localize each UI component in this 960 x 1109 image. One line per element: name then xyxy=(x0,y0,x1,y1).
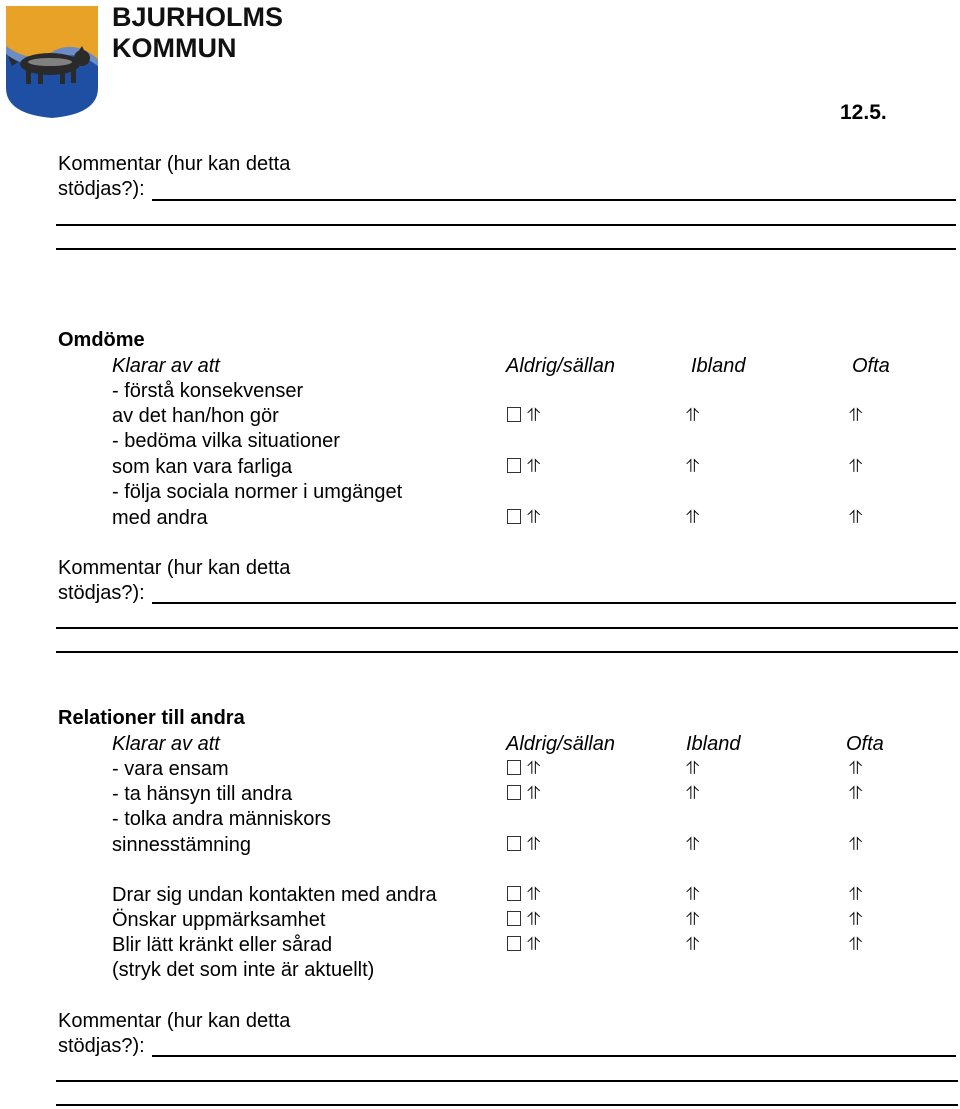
checkbox-never[interactable] xyxy=(507,934,540,956)
checkbox-glyph-icon: ⥣ xyxy=(686,884,700,905)
column-header-skill: Klarar av att xyxy=(112,355,220,377)
comment-line[interactable] xyxy=(56,248,956,250)
page-number: 12.5. xyxy=(840,101,887,124)
item-label: med andra xyxy=(112,507,208,529)
checkbox-glyph-icon: ⥣ xyxy=(849,909,863,930)
checkbox-often[interactable] xyxy=(849,934,862,956)
item-label: - vara ensam xyxy=(112,758,229,780)
column-header-never: Aldrig/sällan xyxy=(506,355,615,377)
checkbox-sometimes[interactable] xyxy=(686,507,699,529)
checkbox-never[interactable] xyxy=(507,758,540,780)
checkbox-never[interactable] xyxy=(507,884,540,906)
item-label: av det han/hon gör xyxy=(112,405,279,427)
org-name-line2: KOMMUN xyxy=(112,33,237,63)
checkbox-box-icon xyxy=(507,936,521,951)
column-header-skill: Klarar av att xyxy=(112,733,220,755)
comment-label-3-line1: Kommentar (hur kan detta xyxy=(58,1010,291,1032)
checkbox-glyph-icon: ⥣ xyxy=(849,758,863,779)
checkbox-sometimes[interactable] xyxy=(686,405,699,427)
checkbox-glyph-icon: ⥣ xyxy=(686,758,700,779)
checkbox-sometimes[interactable] xyxy=(686,834,699,856)
checkbox-box-icon xyxy=(507,886,521,901)
checkbox-glyph-icon: ⥣ xyxy=(527,783,541,804)
column-header-often: Ofta xyxy=(852,355,890,377)
comment-label-3-line2: stödjas?): xyxy=(58,1035,145,1057)
section-title-omdome: Omdöme xyxy=(58,329,145,351)
item-label: Blir lätt kränkt eller sårad xyxy=(112,934,333,956)
checkbox-glyph-icon: ⥣ xyxy=(527,934,541,955)
comment-label-1-line1: Kommentar (hur kan detta xyxy=(58,153,291,175)
checkbox-often[interactable] xyxy=(849,456,862,478)
item-label: - ta hänsyn till andra xyxy=(112,783,293,805)
item-label: - förstå konsekvenser xyxy=(112,380,304,402)
checkbox-often[interactable] xyxy=(849,758,862,780)
comment-line[interactable] xyxy=(56,651,958,653)
checkbox-often[interactable] xyxy=(849,884,862,906)
checkbox-glyph-icon: ⥣ xyxy=(849,405,863,426)
item-label: - bedöma vilka situationer xyxy=(112,430,340,452)
comment-line[interactable] xyxy=(152,199,956,201)
checkbox-glyph-icon: ⥣ xyxy=(527,758,541,779)
item-label: - följa sociala normer i umgänget xyxy=(112,481,403,503)
comment-label-2-line1: Kommentar (hur kan detta xyxy=(58,557,291,579)
item-label: sinnesstämning xyxy=(112,834,251,856)
checkbox-never[interactable] xyxy=(507,783,540,805)
column-header-often: Ofta xyxy=(846,733,884,755)
checkbox-box-icon xyxy=(507,407,521,422)
checkbox-often[interactable] xyxy=(849,405,862,427)
checkbox-sometimes[interactable] xyxy=(686,758,699,780)
comment-label-1-line2: stödjas?): xyxy=(58,178,145,200)
comment-line[interactable] xyxy=(152,602,956,604)
checkbox-glyph-icon: ⥣ xyxy=(686,934,700,955)
section-title-relationer: Relationer till andra xyxy=(58,707,245,729)
comment-line[interactable] xyxy=(56,224,956,226)
checkbox-often[interactable] xyxy=(849,834,862,856)
column-header-sometimes: Ibland xyxy=(686,733,741,755)
checkbox-glyph-icon: ⥣ xyxy=(527,909,541,930)
comment-line[interactable] xyxy=(56,627,958,629)
checkbox-glyph-icon: ⥣ xyxy=(686,405,700,426)
checkbox-glyph-icon: ⥣ xyxy=(849,456,863,477)
checkbox-sometimes[interactable] xyxy=(686,783,699,805)
checkbox-sometimes[interactable] xyxy=(686,909,699,931)
item-label: Drar sig undan kontakten med andra xyxy=(112,884,437,906)
checkbox-glyph-icon: ⥣ xyxy=(686,456,700,477)
checkbox-box-icon xyxy=(507,836,521,851)
shield-emblem xyxy=(4,4,100,120)
item-label: som kan vara farliga xyxy=(112,456,293,478)
comment-line[interactable] xyxy=(152,1055,956,1057)
checkbox-glyph-icon: ⥣ xyxy=(686,507,700,528)
checkbox-glyph-icon: ⥣ xyxy=(527,507,541,528)
checkbox-never[interactable] xyxy=(507,456,540,478)
column-header-never: Aldrig/sällan xyxy=(506,733,615,755)
checkbox-glyph-icon: ⥣ xyxy=(686,909,700,930)
checkbox-glyph-icon: ⥣ xyxy=(527,456,541,477)
org-name-line1: BJURHOLMS xyxy=(112,2,284,32)
checkbox-glyph-icon: ⥣ xyxy=(849,934,863,955)
checkbox-sometimes[interactable] xyxy=(686,456,699,478)
checkbox-glyph-icon: ⥣ xyxy=(849,884,863,905)
comment-line[interactable] xyxy=(56,1104,958,1106)
checkbox-glyph-icon: ⥣ xyxy=(849,507,863,528)
checkbox-glyph-icon: ⥣ xyxy=(849,834,863,855)
checkbox-never[interactable] xyxy=(507,909,540,931)
checkbox-never[interactable] xyxy=(507,507,540,529)
checkbox-glyph-icon: ⥣ xyxy=(527,834,541,855)
checkbox-glyph-icon: ⥣ xyxy=(527,884,541,905)
checkbox-never[interactable] xyxy=(507,405,540,427)
checkbox-often[interactable] xyxy=(849,909,862,931)
column-header-sometimes: Ibland xyxy=(691,355,746,377)
checkbox-glyph-icon: ⥣ xyxy=(686,783,700,804)
checkbox-never[interactable] xyxy=(507,834,540,856)
instruction-note: (stryk det som inte är aktuellt) xyxy=(112,959,375,981)
checkbox-glyph-icon: ⥣ xyxy=(686,834,700,855)
checkbox-box-icon xyxy=(507,509,521,524)
item-label: - tolka andra människors xyxy=(112,808,331,830)
item-label: Önskar uppmärksamhet xyxy=(112,909,326,931)
checkbox-often[interactable] xyxy=(849,783,862,805)
checkbox-often[interactable] xyxy=(849,507,862,529)
checkbox-sometimes[interactable] xyxy=(686,934,699,956)
municipality-logo xyxy=(4,4,100,120)
checkbox-box-icon xyxy=(507,760,521,775)
checkbox-glyph-icon: ⥣ xyxy=(849,783,863,804)
checkbox-glyph-icon: ⥣ xyxy=(527,405,541,426)
checkbox-box-icon xyxy=(507,911,521,926)
checkbox-box-icon xyxy=(507,785,521,800)
comment-line[interactable] xyxy=(56,1080,958,1082)
checkbox-sometimes[interactable] xyxy=(686,884,699,906)
checkbox-box-icon xyxy=(507,458,521,473)
comment-label-2-line2: stödjas?): xyxy=(58,582,145,604)
